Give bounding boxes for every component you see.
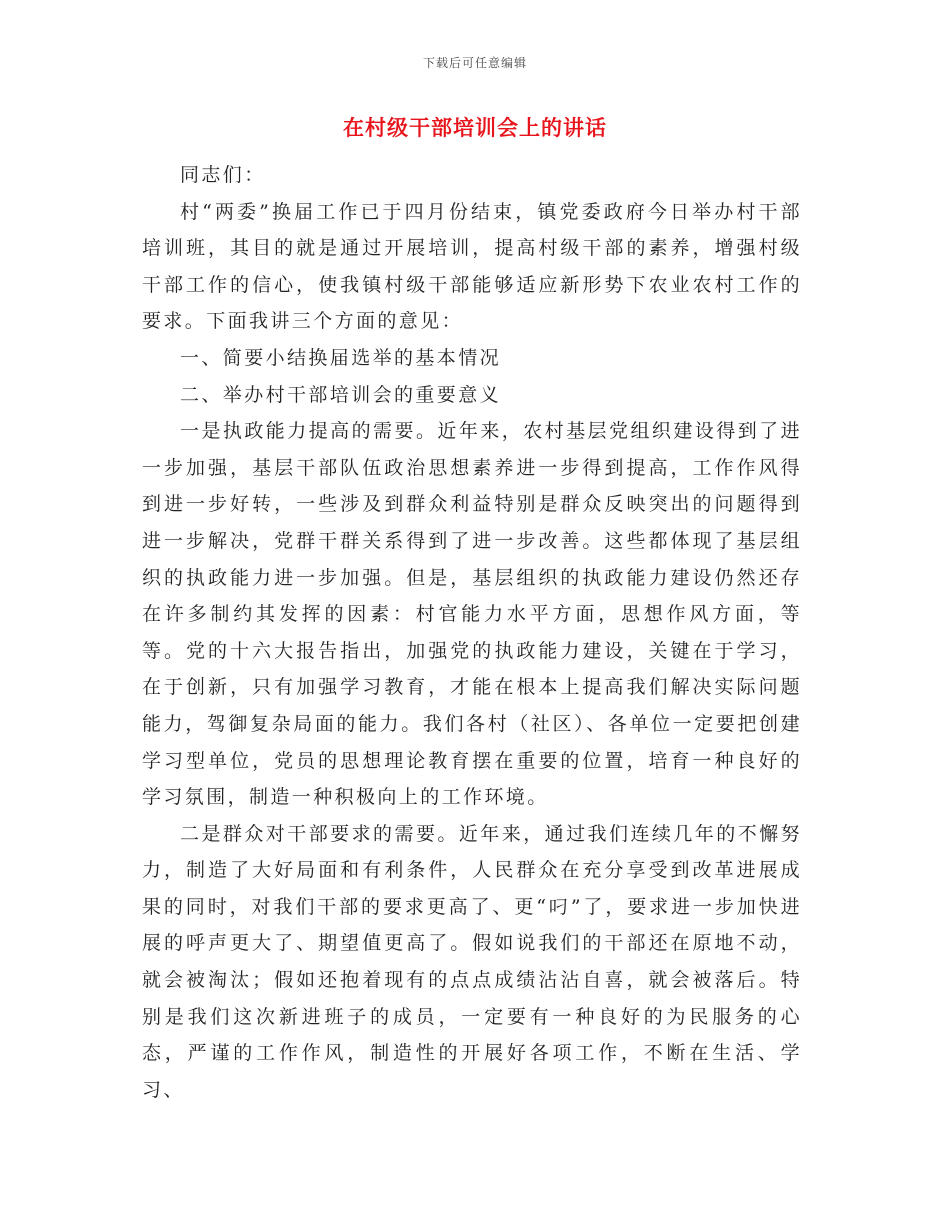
document-body [142, 157, 802, 1108]
paragraph-point-2: 二是群众对干部要求的需要。近年来，通过我们连续几年的不懈努力，制造了大好局面和有利条件，人民群众在充分享受到改革进展成果的同时，对我们干部的要求更高了、更“叼”了，要求进一步加快进展的呼声更大了、期望值更高了。假如说我们的干部还在原地不动，就会被淘汰；假如还抱着现有的点点成绩沾沾自喜，就会被落后。特别是我们这次新进班子的成员，一定要有一种良好的为民服务的心态，严谨的工作作风，制造性的开展好各项工作，不断在生活、学习、 [142, 822, 802, 1101]
paragraph-intro: 村“两委”换届工作已于四月份结束，镇党委政府今日举办村干部培训班，其目的就是通过开展培训，提高村级干部的素养，增强村级干部工作的信心，使我镇村级干部能够适应新形势下农业农村工作的要求。下面我讲三个方面的意见： [142, 200, 802, 333]
page-header-note: 下载后可任意编辑 [422, 56, 527, 70]
document-title: 在村级干部培训会上的讲话 [343, 115, 607, 140]
salutation: 同志们： [180, 164, 266, 186]
section-heading-1: 一、简要小结换届选举的基本情况 [180, 346, 502, 369]
section-heading-2: 二、举办村干部培训会的重要意义 [180, 383, 502, 406]
paragraph-point-1: 一是执政能力提高的需要。近年来，农村基层党组织建设得到了进一步加强，基层干部队伍政治思想素养进一步得到提高，工作作风得到进一步好转，一些涉及到群众利益特别是群众反映突出的问题得到进一步解决，党群干群关系得到了进一步改善。这些都体现了基层组织的执政能力进一步加强。但是，基层组织的执政能力建设仍然还存在许多制约其发挥的因素：村官能力水平方面，思想作风方面，等等。党的十六大报告指出，加强党的执政能力建设，关键在于学习，在于创新，只有加强学习教育，才能在根本上提高我们解决实际问题能力，驾御复杂局面的能力。我们各村（社区）、各单位一定要把创建学习型单位，党员的思想理论教育摆在重要的位置，培育一种良好的学习氛围，制造一种积极向上的工作环境。 [142, 420, 802, 809]
